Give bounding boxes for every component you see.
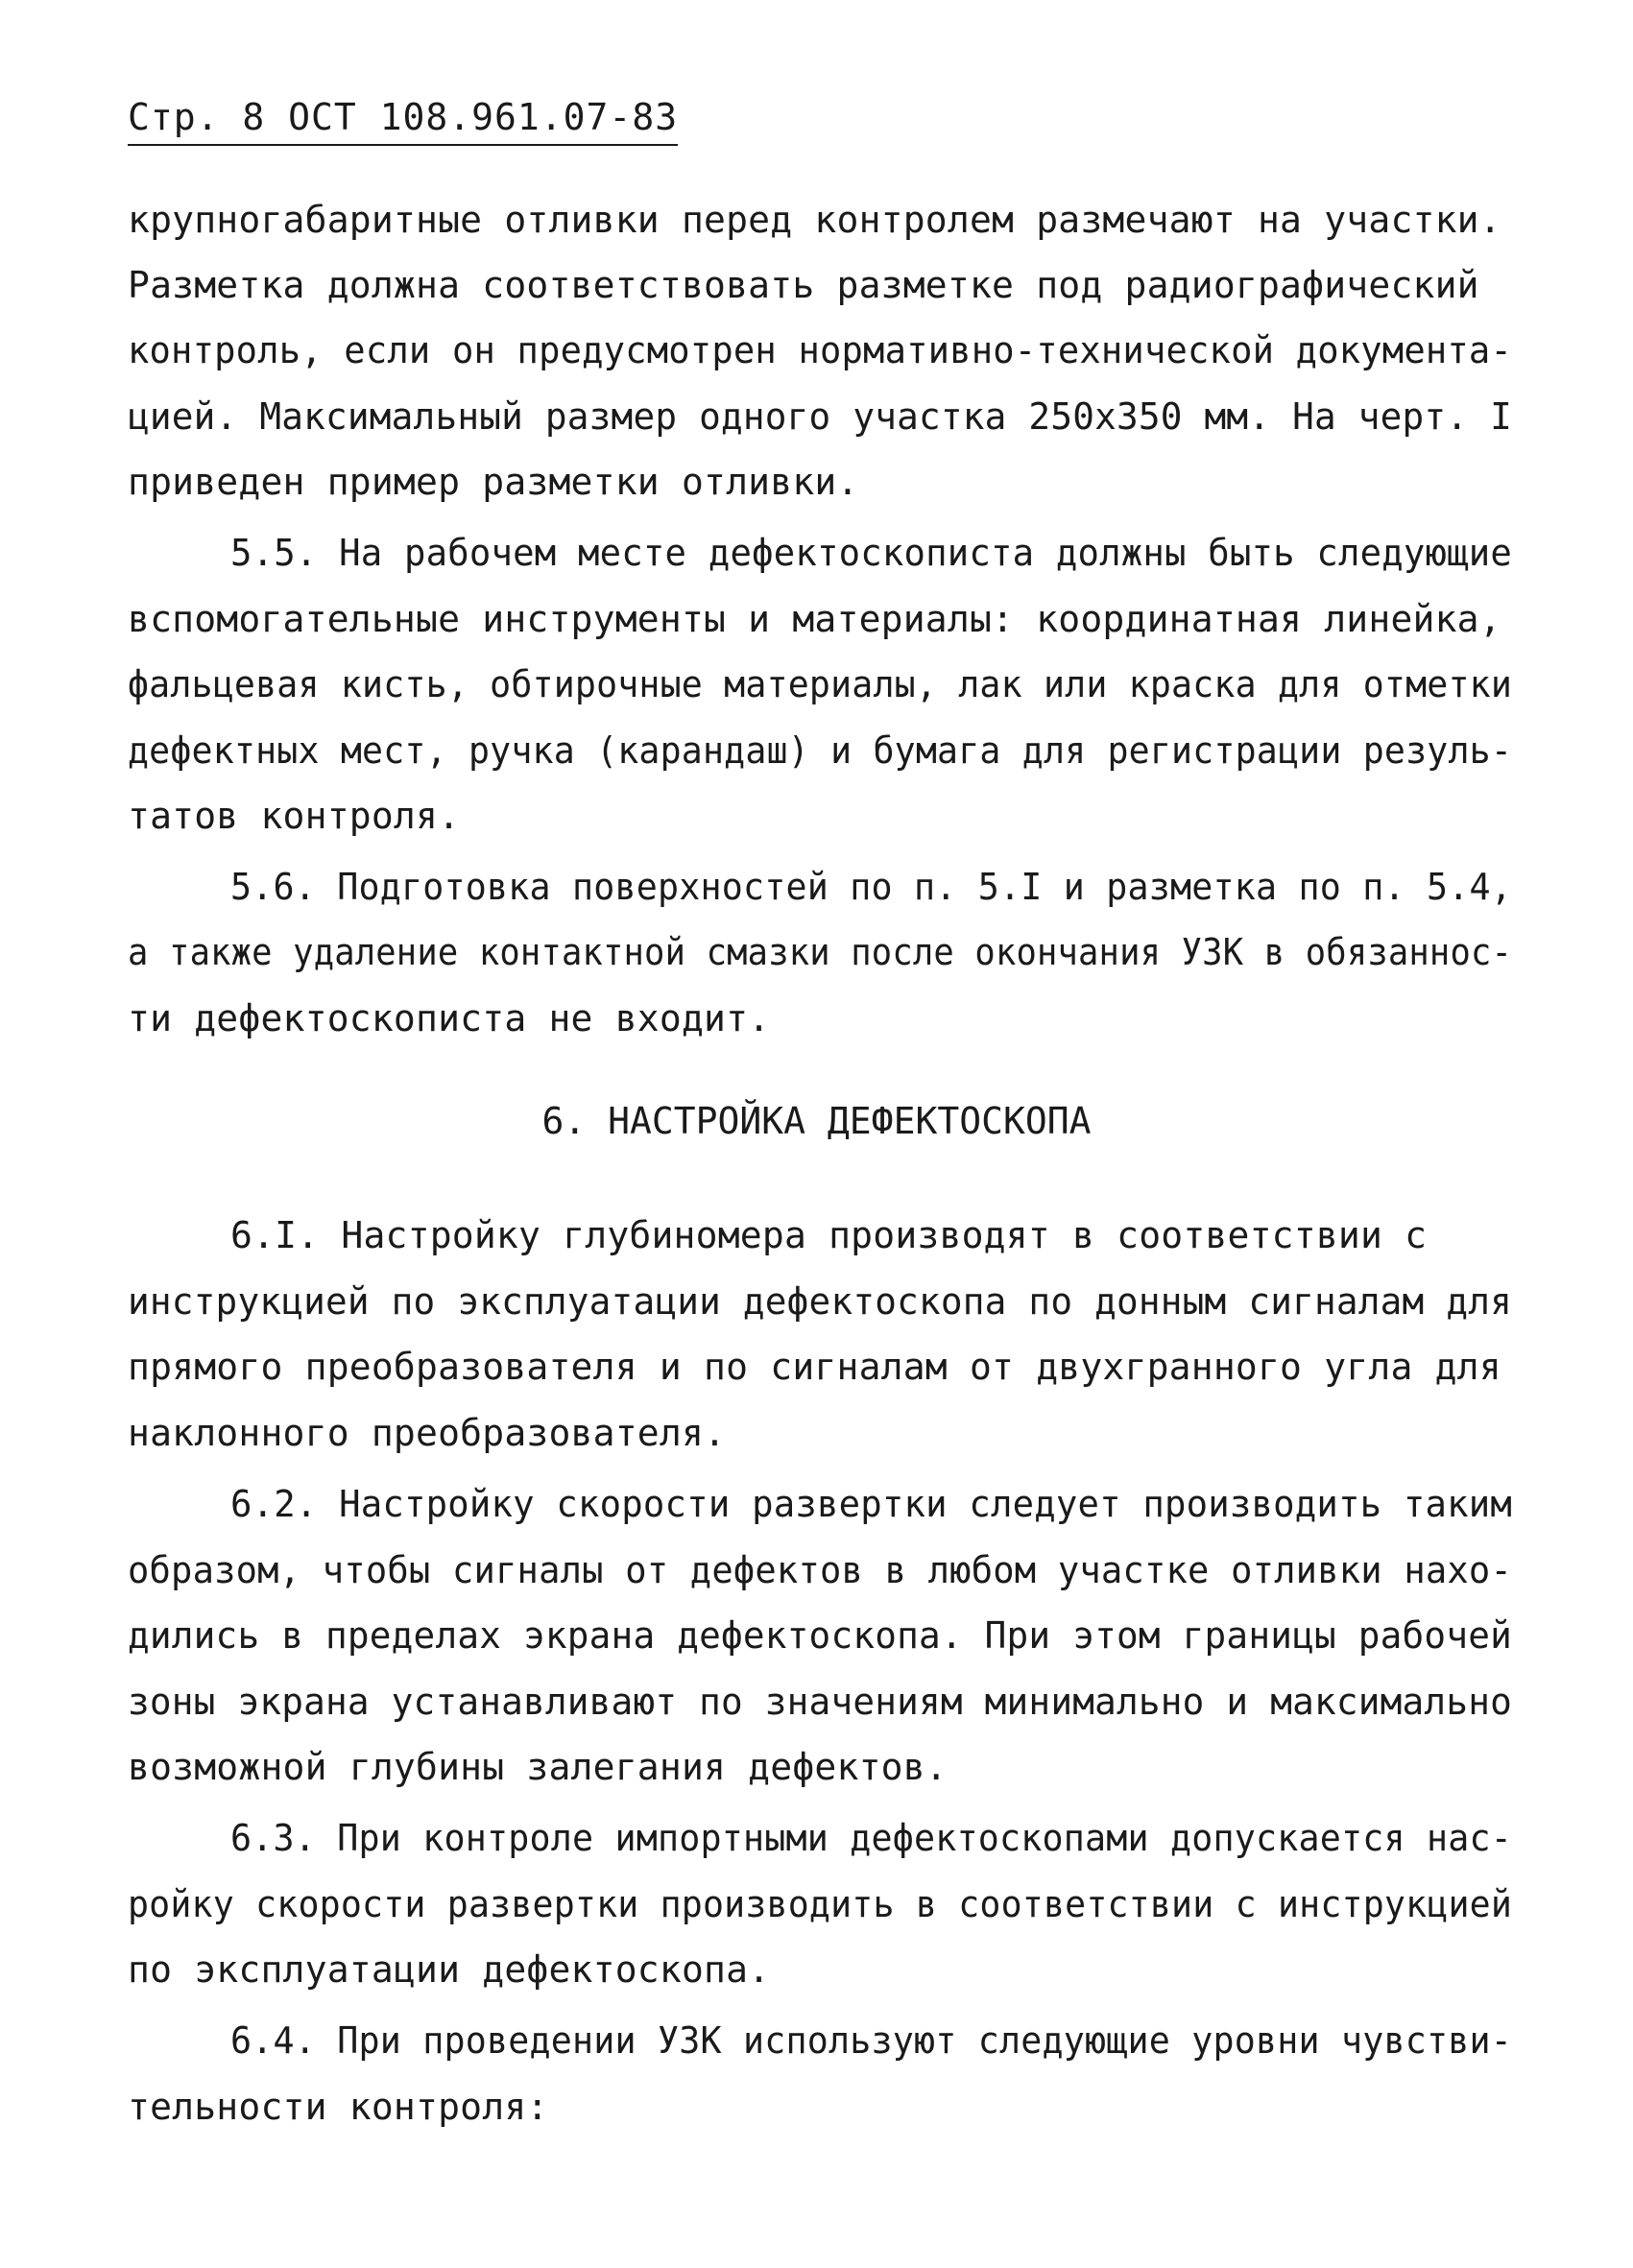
text-line: а также удаление контактной смазки после окончания УЗК в обязаннос- <box>128 931 1513 973</box>
text-line: наклонного преобразователя. <box>128 1412 727 1454</box>
page-header: Стр. 8 ОСТ 108.961.07-83 <box>128 96 678 146</box>
text-line: дились в пределах экрана дефектоскопа. При этом границы рабочей <box>128 1614 1512 1657</box>
text-line: образом, чтобы сигналы от дефектов в любом участке отливки нахо- <box>128 1549 1512 1591</box>
text-line: Разметка должна соответствовать разметке под радиографический <box>128 264 1479 306</box>
text-line: по эксплуатации дефектоскопа. <box>128 1948 771 1991</box>
text-line: ройку скорости развертки производить в соответствии с инструкцией <box>128 1883 1513 1925</box>
text-line: инструкцией по эксплуатации дефектоскопа по донным сигналам для <box>128 1280 1512 1323</box>
text-line: тельности контроля: <box>128 2086 549 2128</box>
paragraph-6-1-start: 6.I. Настройку глубиномера производят в соответствии с <box>230 1214 1428 1256</box>
text-line: татов контроля. <box>128 795 461 837</box>
text-line: зоны экрана устанавливают по значениям минимально и максимально <box>128 1681 1512 1723</box>
text-line: приведен пример разметки отливки. <box>128 461 859 503</box>
text-line: цией. Максимальный размер одного участка 250х350 мм. На черт. I <box>128 395 1512 438</box>
text-line: крупногабаритные отливки перед контролем размечают на участки. <box>128 199 1501 241</box>
paragraph-5-6-start: 5.6. Подготовка поверхностей по п. 5.I и разметка по п. 5.4, <box>230 866 1512 908</box>
text-line: фальцевая кисть, обтирочные материалы, лак или краска для отметки <box>128 663 1513 705</box>
paragraph-6-4-start: 6.4. При проведении УЗК используют следующие уровни чувстви- <box>230 2019 1512 2062</box>
section-heading: 6. НАСТРОЙКА ДЕФЕКТОСКОПА <box>541 1100 1092 1142</box>
text-line: возможной глубины залегания дефектов. <box>128 1746 948 1788</box>
text-line: ти дефектоскописта не входит. <box>128 997 771 1039</box>
text-line: прямого преобразователя и по сигналам от двухгранного угла для <box>128 1346 1501 1388</box>
text-line: вспомогательные инструменты и материалы: координатная линейка, <box>128 598 1501 640</box>
text-line: дефектных мест, ручка (карандаш) и бумага для регистрации резуль- <box>128 729 1513 772</box>
paragraph-6-2-start: 6.2. Настройку скорости развертки следует производить таким <box>230 1483 1513 1525</box>
paragraph-5-5-start: 5.5. На рабочем месте дефектоскописта должны быть следующие <box>230 532 1513 574</box>
paragraph-6-3-start: 6.3. При контроле импортными дефектоскопами допускается нас- <box>230 1817 1512 1859</box>
text-line: контроль, если он предусмотрен нормативно-технической документа- <box>128 329 1512 371</box>
